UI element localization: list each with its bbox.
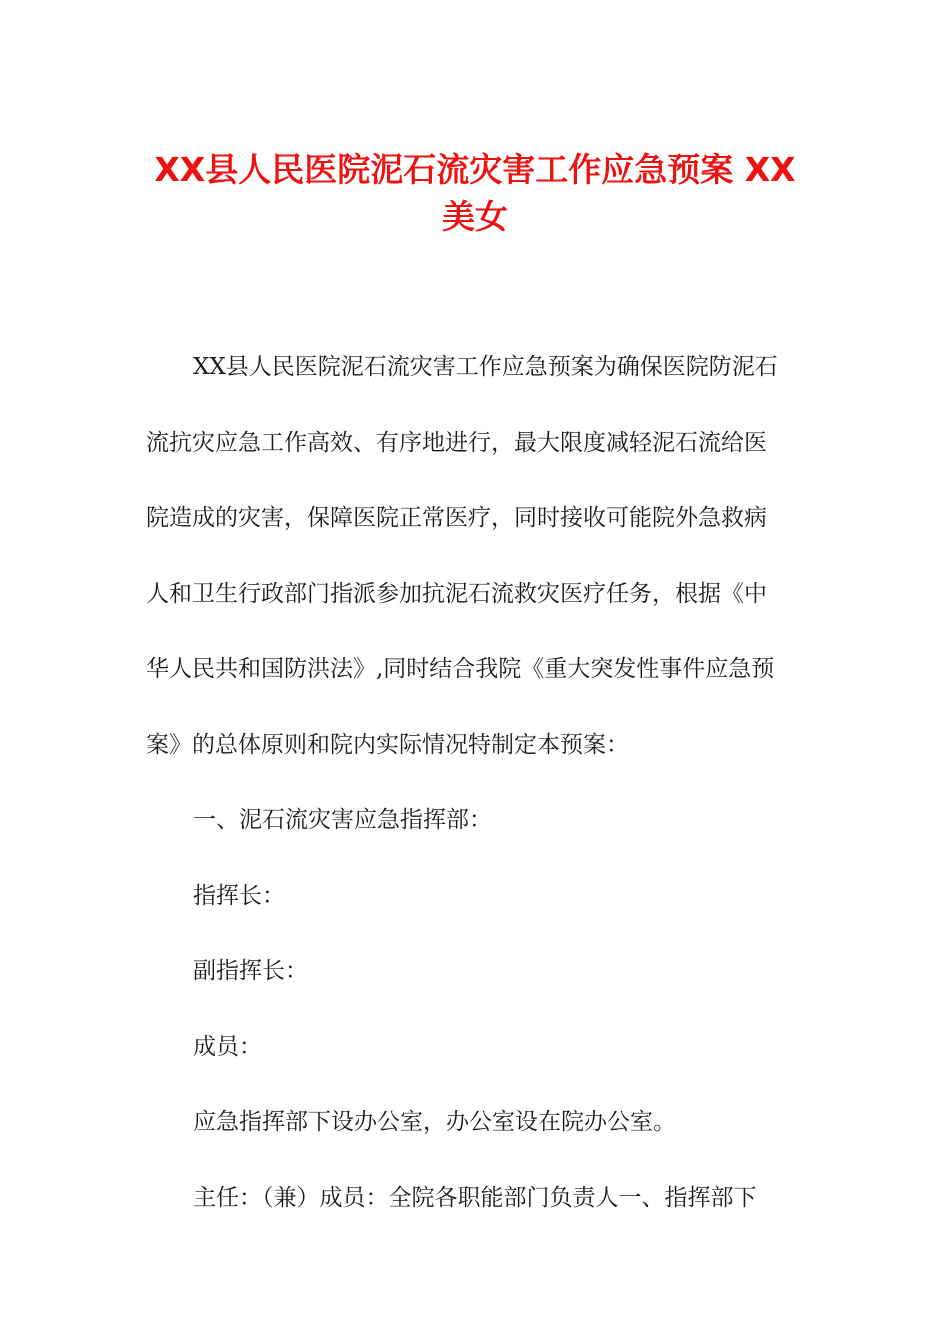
title-line-1: XX县人民医院泥石流灾害工作应急预案 XX — [154, 150, 796, 189]
document-body — [146, 330, 810, 1236]
intro-line-3: 院造成的灾害，保障医院正常医疗，同时接收可能院外急救病 — [146, 505, 767, 531]
document-title — [140, 146, 810, 240]
commander-line: 指挥长： — [193, 882, 285, 909]
intro-line-5: 华人民共和国防洪法》,同时结合我院《重大突发性事件应急预 — [146, 656, 775, 682]
intro-line-6: 案》的总体原则和院内实际情况特制定本预案： — [146, 731, 629, 758]
office-note-line: 应急指挥部下设办公室，办公室设在院办公室。 — [193, 1109, 676, 1135]
deputy-commander-line: 副指挥长： — [193, 958, 308, 984]
director-line: 主任：（兼）成员：全院各职能部门负责人一、指挥部下 — [193, 1184, 757, 1211]
intro-line-4: 人和卫生行政部门指派参加抗泥石流救灾医疗任务，根据《中 — [146, 580, 767, 607]
members-line: 成员： — [193, 1033, 262, 1060]
intro-line-2: 流抗灾应急工作高效、有序地进行，最大限度减轻泥石流给医 — [146, 429, 767, 456]
intro-line-1: XX县人民医院泥石流灾害工作应急预案为确保医院防泥石 — [193, 354, 778, 380]
title-line-2: 美女 — [442, 197, 508, 236]
section-1-heading: 一、泥石流灾害应急指挥部： — [193, 807, 492, 833]
